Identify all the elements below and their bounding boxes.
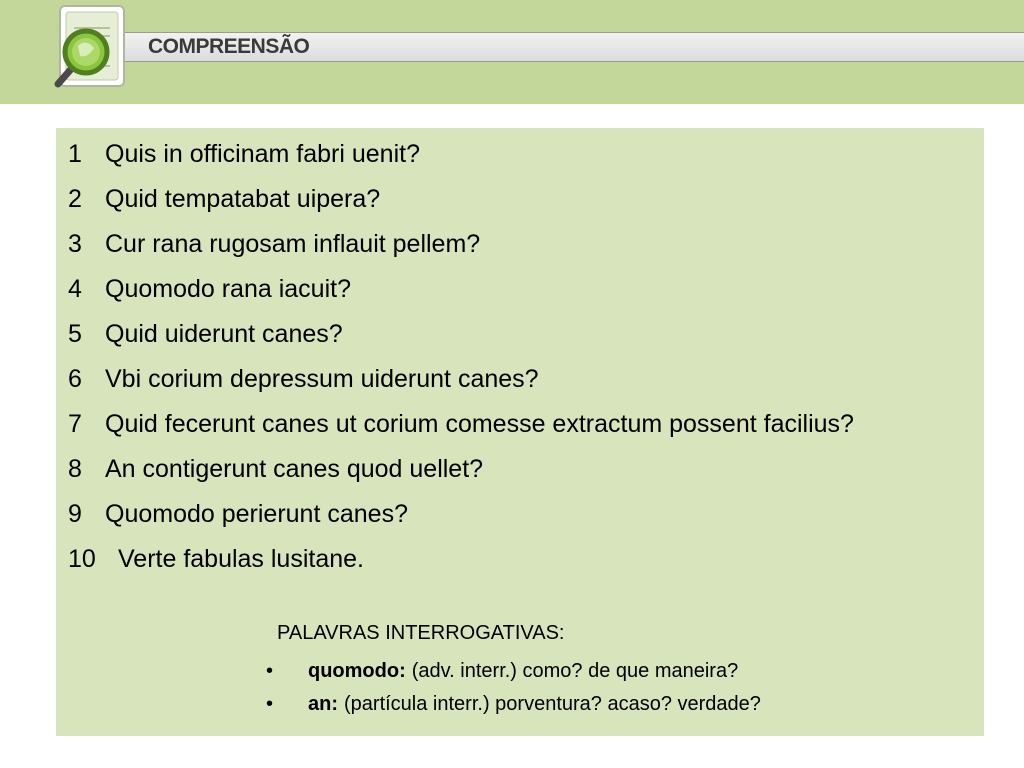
question-text: Quomodo perierunt canes? — [105, 500, 408, 528]
question-number: 3 — [68, 230, 82, 258]
question-item — [68, 359, 854, 404]
question-item — [68, 269, 854, 314]
question-text: Verte fabulas lusitane. — [118, 545, 364, 573]
question-number: 1 — [68, 140, 82, 168]
question-number: 5 — [68, 320, 82, 348]
vocabulary-term: an: — [308, 693, 338, 715]
question-number: 6 — [68, 365, 82, 393]
question-item — [68, 539, 854, 584]
vocabulary-list — [266, 656, 761, 722]
question-number: 8 — [68, 455, 82, 483]
question-item — [68, 449, 854, 494]
question-list — [68, 134, 854, 584]
question-text: An contigerunt canes quod uellet? — [105, 455, 484, 483]
question-number: 7 — [68, 410, 82, 438]
question-number: 9 — [68, 500, 82, 528]
question-item — [68, 314, 854, 359]
question-number: 10 — [68, 545, 96, 573]
question-text: Cur rana rugosam inflauit pellem? — [105, 230, 481, 258]
bullet: • — [266, 660, 274, 682]
page-title: COMPREENSÃO — [148, 35, 310, 58]
bullet: • — [266, 693, 274, 715]
vocabulary-item — [266, 656, 761, 689]
question-text: Quid uiderunt canes? — [105, 320, 343, 348]
vocabulary-definition: (adv. interr.) como? de que maneira? — [411, 660, 739, 682]
vocabulary-item — [266, 689, 761, 722]
vocabulary-definition: (partícula interr.) porventura? acaso? verdade? — [344, 693, 761, 715]
question-item — [68, 494, 854, 539]
question-number: 2 — [68, 185, 82, 213]
question-text: Vbi corium depressum uiderunt canes? — [105, 365, 539, 393]
question-item — [68, 404, 854, 449]
vocabulary-term: quomodo: — [308, 660, 406, 682]
question-text: Quid tempatabat uipera? — [105, 185, 381, 213]
question-number: 4 — [68, 275, 82, 303]
question-text: Quomodo rana iacuit? — [105, 275, 351, 303]
question-item — [68, 134, 854, 179]
vocabulary-heading: PALAVRAS INTERROGATIVAS: — [277, 622, 565, 644]
question-item — [68, 224, 854, 269]
question-text: Quid fecerunt canes ut corium comesse extractum possent facilius? — [105, 410, 854, 438]
question-text: Quis in officinam fabri uenit? — [105, 140, 420, 168]
question-item — [68, 179, 854, 224]
magnifier-document-icon — [50, 2, 134, 94]
